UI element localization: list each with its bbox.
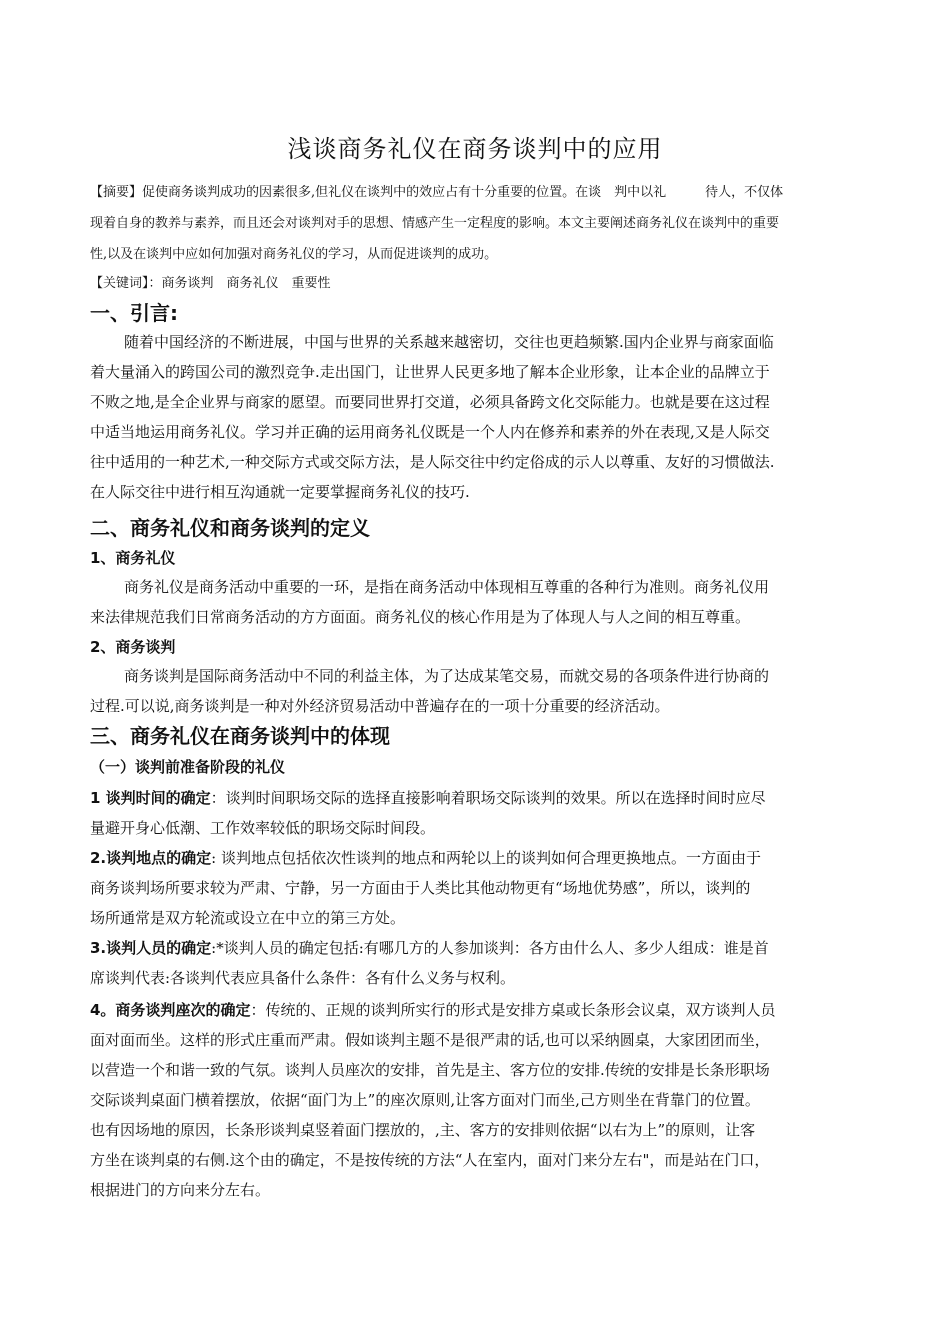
abstract-line: 【摘要】促使商务谈判成功的因素很多,但礼仪在谈判中的效应占有十分重要的位置。在谈 判中以礼 待人，不仅体: [90, 185, 784, 200]
abstract-line: 现着自身的教养与素养，而且还会对谈判对手的思想、情感产生一定程度的影响。本文主要阐述商务礼仪在谈判中的重要: [90, 216, 780, 231]
paragraph-line: 商务礼仪是商务活动中重要的一环，是指在商务活动中体现相互尊重的各种行为准则。商务礼仪用: [124, 578, 770, 596]
section-heading-definitions: 二、商务礼仪和商务谈判的定义: [90, 516, 370, 540]
paragraph-line: [90, 843, 880, 873]
paragraph-line: 不败之地,是全企业界与商家的愿望。而要同世界打交道，必须具备跨文化交际能力。也就是要在这过程: [90, 393, 770, 411]
abstract: [90, 177, 860, 270]
item-text: :*谈判人员的确定包括:有哪几方的人参加谈判：各方由什么人、多少人组成：谁是首: [211, 939, 769, 957]
paragraph-line: 往中适用的一种艺术,一种交际方式或交际方法，是人际交往中约定俗成的示人以尊重、友好的习惯做法.: [90, 453, 775, 471]
paragraph-line: 中适当地运用商务礼仪。学习并正确的运用商务礼仪既是一个人内在修养和素养的外在表现,又是人际交: [90, 423, 770, 441]
section-heading-intro: 一、引言:: [90, 301, 178, 325]
subheading-business-etiquette: 1、商务礼仪: [90, 549, 176, 567]
paragraph-line: 量避开身心低潮、工作效率较低的职场交际时间段。: [90, 819, 436, 837]
paragraph-line: 商务谈判是国际商务活动中不同的利益主体，为了达成某笔交易，而就交易的各项条件进行协商的: [124, 667, 770, 685]
paragraph-line: 场所通常是双方轮流或设立在中立的第三方处。: [90, 909, 406, 927]
paragraph-line: 随着中国经济的不断进展，中国与世界的关系越来越密切，交往也更趋频繁.国内企业界与商家面临: [124, 333, 774, 351]
paragraph-line: 在人际交往中进行相互沟通就一定要掌握商务礼仪的技巧.: [90, 483, 470, 501]
item-text: ：谈判时间职场交际的选择直接影响着职场交际谈判的效果。所以在选择时间时应尽: [210, 789, 766, 807]
subheading-business-negotiation: 2、商务谈判: [90, 638, 176, 656]
paragraph-line: 过程.可以说,商务谈判是一种对外经济贸易活动中普遍存在的一项十分重要的经济活动。: [90, 697, 670, 715]
paragraph-line: 交际谈判桌面门横着摆放，依据“面门为上”的座次原则,让客方面对门而坐,己方则坐在背靠门的位置。: [90, 1091, 760, 1109]
section-heading-manifestation: 三、商务礼仪在商务谈判中的体现: [90, 724, 390, 748]
item-personnel: [90, 933, 880, 993]
paragraph-line: 根据进门的方向来分左右。: [90, 1181, 271, 1199]
paragraph-line: 商务谈判场所要求较为严肃、宁静，另一方面由于人类比其他动物更有“场地优势感”，所以，谈判的: [90, 879, 751, 897]
negotiation-paragraph: [90, 661, 880, 721]
intro-paragraph: [90, 327, 880, 507]
paragraph-line: 也有因场地的原因，长条形谈判桌竖着面门摆放的，,主、客方的安排则依据“以右为上”的原则，让客: [90, 1121, 756, 1139]
item-lead: 1 谈判时间的确定: [90, 789, 211, 807]
keywords-line: 【关键词】：商务谈判 商务礼仪 重要性: [90, 276, 331, 291]
item-time: [90, 783, 880, 843]
paragraph-line: [90, 933, 880, 963]
subheading-preparation-stage: （一）谈判前准备阶段的礼仪: [90, 758, 286, 776]
paragraph-line: 着大量涌入的跨国公司的激烈竞争.走出国门，让世界人民更多地了解本企业形象，让本企业的品牌立于: [90, 363, 770, 381]
item-location: [90, 843, 880, 933]
paragraph-line: 面对面而坐。这样的形式庄重而严肃。假如谈判主题不是很严肃的话,也可以采纳圆桌，大家团团而坐，: [90, 1031, 770, 1049]
keywords: [90, 268, 860, 299]
abstract-line: 性,以及在谈判中应如何加强对商务礼仪的学习，从而促进谈判的成功。: [90, 247, 498, 262]
paragraph-line: 席谈判代表:各谈判代表应具备什么条件：各有什么义务与权利。: [90, 969, 516, 987]
item-lead: 4。商务谈判座次的确定: [90, 1001, 251, 1019]
paragraph-line: 方坐在谈判桌的右侧.这个由的确定，不是按传统的方法“人在室内，面对门来分左右"，而是站在门口，: [90, 1151, 770, 1169]
item-text: ：传统的、正规的谈判所实行的形式是安排方桌或长条形会议桌，双方谈判人员: [250, 1001, 776, 1019]
document-title: 浅谈商务礼仪在商务谈判中的应用: [287, 135, 663, 163]
paragraph-line: 来法律规范我们日常商务活动的方方面面。商务礼仪的核心作用是为了体现人与人之间的相互尊重。: [90, 608, 751, 626]
item-lead: 3.谈判人员的确定: [90, 939, 212, 957]
item-lead: 2.谈判地点的确定: [90, 849, 212, 867]
paragraph-line: 以营造一个和谐一致的气氛。谈判人员座次的安排，首先是主、客方位的安排.传统的安排是长条形职场: [90, 1061, 770, 1079]
paragraph-line: [90, 783, 880, 813]
etiquette-paragraph: [90, 572, 880, 632]
item-text: : 谈判地点包括依次性谈判的地点和两轮以上的谈判如何合理更换地点。一方面由于: [211, 849, 761, 867]
paragraph-line: [90, 995, 880, 1025]
item-seating: [90, 995, 880, 1205]
